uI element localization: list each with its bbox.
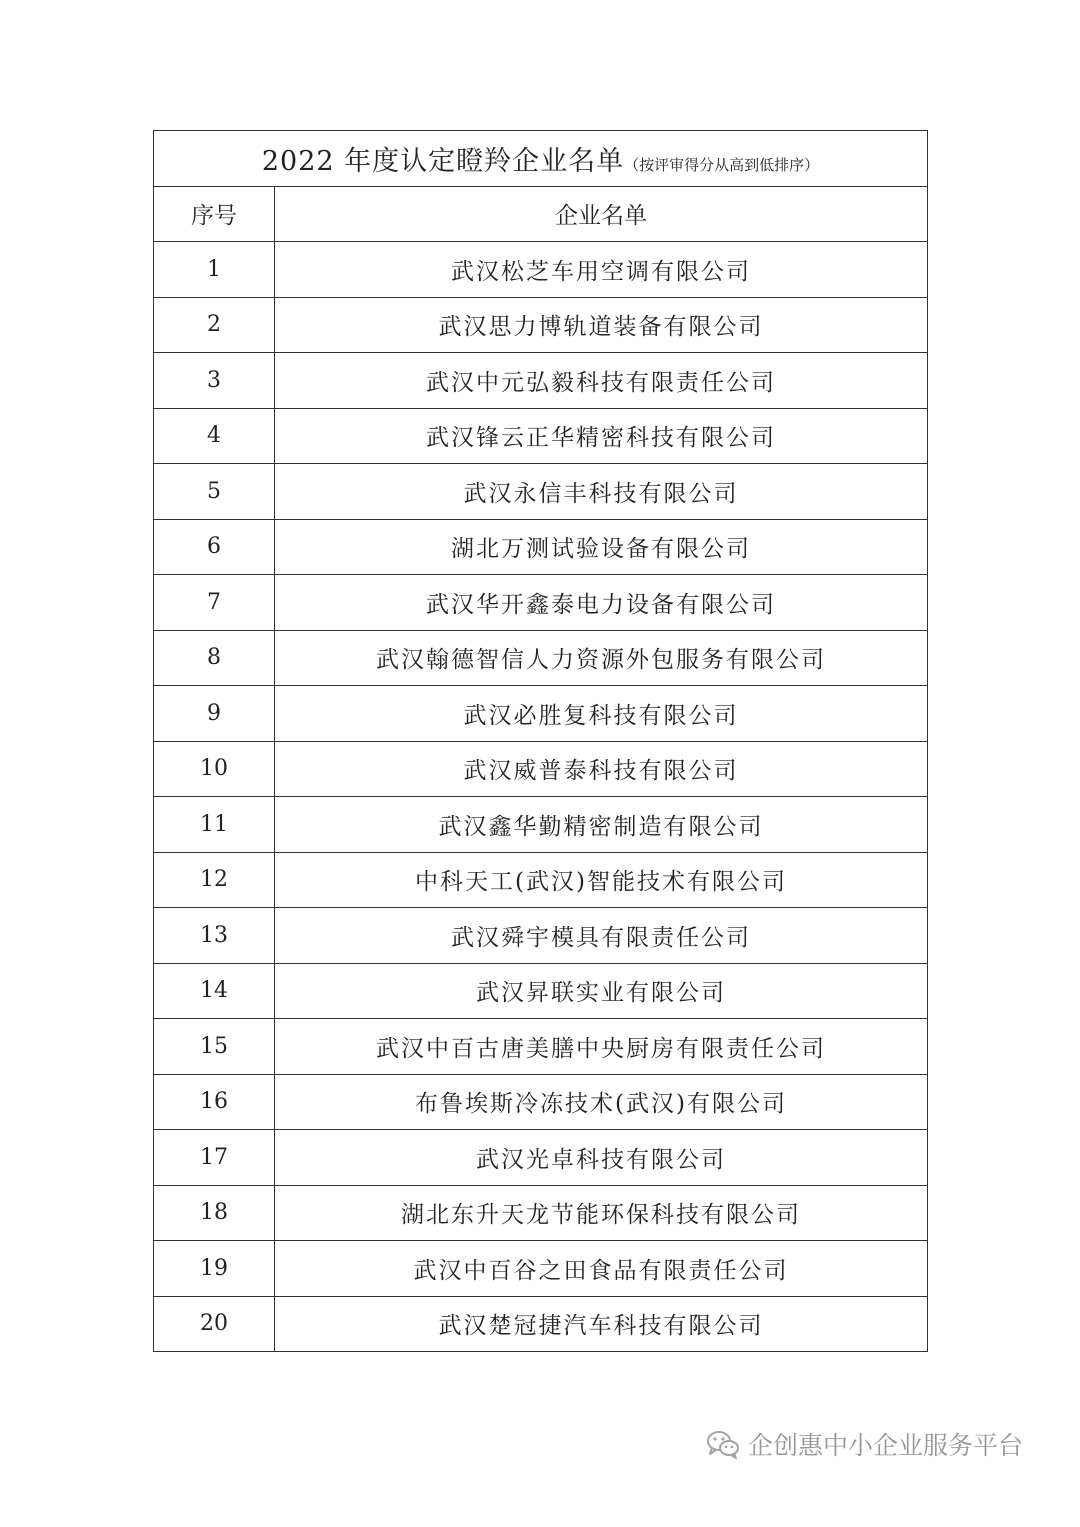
row-company-name: 布鲁埃斯冷冻技术(武汉)有限公司 bbox=[275, 1074, 928, 1130]
row-company-name: 武汉思力博轨道装备有限公司 bbox=[275, 297, 928, 353]
header-serial-number: 序号 bbox=[154, 186, 275, 242]
row-serial-number: 16 bbox=[154, 1074, 275, 1130]
row-company-name: 武汉松芝车用空调有限公司 bbox=[275, 242, 928, 298]
row-company-name: 武汉楚冠捷汽车科技有限公司 bbox=[275, 1296, 928, 1352]
table-row bbox=[154, 797, 928, 853]
table-row bbox=[154, 686, 928, 742]
row-company-name: 湖北万测试验设备有限公司 bbox=[275, 519, 928, 575]
table-row bbox=[154, 1185, 928, 1241]
table-row bbox=[154, 408, 928, 464]
row-serial-number: 4 bbox=[154, 408, 275, 464]
title-note: （按评审得分从高到低排序） bbox=[624, 155, 820, 174]
row-serial-number: 18 bbox=[154, 1185, 275, 1241]
table-row bbox=[154, 1074, 928, 1130]
row-serial-number: 1 bbox=[154, 242, 275, 298]
table-row bbox=[154, 1241, 928, 1297]
row-serial-number: 19 bbox=[154, 1241, 275, 1297]
table-row bbox=[154, 575, 928, 631]
row-company-name: 武汉翰德智信人力资源外包服务有限公司 bbox=[275, 630, 928, 686]
row-company-name: 武汉中百谷之田食品有限责任公司 bbox=[275, 1241, 928, 1297]
row-serial-number: 3 bbox=[154, 353, 275, 409]
header-row bbox=[154, 186, 928, 242]
row-company-name: 武汉必胜复科技有限公司 bbox=[275, 686, 928, 742]
row-company-name: 武汉中百古唐美膳中央厨房有限责任公司 bbox=[275, 1019, 928, 1075]
table-title bbox=[154, 131, 928, 187]
row-company-name: 武汉光卓科技有限公司 bbox=[275, 1130, 928, 1186]
row-serial-number: 7 bbox=[154, 575, 275, 631]
row-company-name: 武汉永信丰科技有限公司 bbox=[275, 464, 928, 520]
row-serial-number: 5 bbox=[154, 464, 275, 520]
table-row bbox=[154, 1296, 928, 1352]
row-serial-number: 14 bbox=[154, 963, 275, 1019]
watermark-text: 企创惠中小企业服务平台 bbox=[748, 1431, 1024, 1460]
row-serial-number: 6 bbox=[154, 519, 275, 575]
row-serial-number: 11 bbox=[154, 797, 275, 853]
title-row bbox=[154, 131, 928, 187]
row-company-name: 武汉威普泰科技有限公司 bbox=[275, 741, 928, 797]
table-row bbox=[154, 1130, 928, 1186]
row-company-name: 湖北东升天龙节能环保科技有限公司 bbox=[275, 1185, 928, 1241]
table-row bbox=[154, 519, 928, 575]
watermark bbox=[706, 1424, 1023, 1464]
row-company-name: 武汉舜宇模具有限责任公司 bbox=[275, 908, 928, 964]
row-company-name: 中科天工(武汉)智能技术有限公司 bbox=[275, 852, 928, 908]
row-serial-number: 12 bbox=[154, 852, 275, 908]
row-serial-number: 13 bbox=[154, 908, 275, 964]
table-row bbox=[154, 1019, 928, 1075]
table-row bbox=[154, 297, 928, 353]
row-serial-number: 2 bbox=[154, 297, 275, 353]
row-company-name: 武汉昇联实业有限公司 bbox=[275, 963, 928, 1019]
wechat-icon bbox=[706, 1428, 740, 1460]
header-company-name: 企业名单 bbox=[275, 186, 928, 242]
table-row bbox=[154, 963, 928, 1019]
row-serial-number: 10 bbox=[154, 741, 275, 797]
row-company-name: 武汉锋云正华精密科技有限公司 bbox=[275, 408, 928, 464]
row-serial-number: 8 bbox=[154, 630, 275, 686]
row-company-name: 武汉华开鑫泰电力设备有限公司 bbox=[275, 575, 928, 631]
table-row bbox=[154, 852, 928, 908]
row-serial-number: 9 bbox=[154, 686, 275, 742]
table-row bbox=[154, 242, 928, 298]
row-company-name: 武汉鑫华勤精密制造有限公司 bbox=[275, 797, 928, 853]
title-main: 2022 年度认定瞪羚企业名单 bbox=[261, 145, 625, 177]
table-row bbox=[154, 353, 928, 409]
table-row bbox=[154, 741, 928, 797]
table-row bbox=[154, 630, 928, 686]
table-row bbox=[154, 908, 928, 964]
row-serial-number: 15 bbox=[154, 1019, 275, 1075]
row-company-name: 武汉中元弘毅科技有限责任公司 bbox=[275, 353, 928, 409]
row-serial-number: 17 bbox=[154, 1130, 275, 1186]
row-serial-number: 20 bbox=[154, 1296, 275, 1352]
table-row bbox=[154, 464, 928, 520]
gazelle-enterprise-table bbox=[153, 130, 928, 1352]
